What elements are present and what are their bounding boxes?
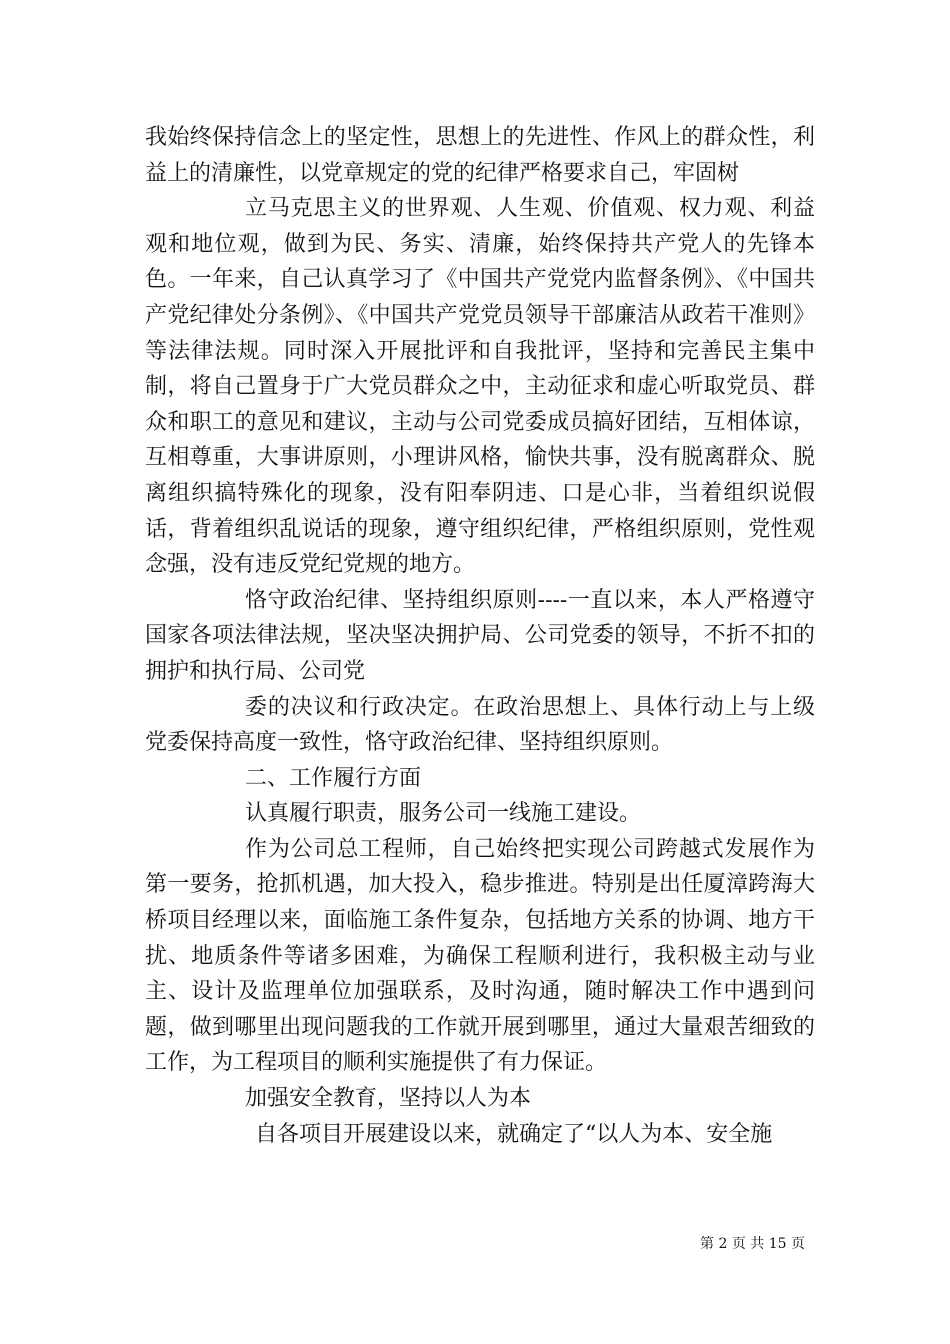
paragraph-1: 我始终保持信念上的坚定性，思想上的先进性、作风上的群众性，利益上的清廉性，以党章规定的党的纪律严格要求自己，牢固树 [145, 125, 815, 186]
paragraph-2: 立马克思主义的世界观、人生观、价值观、权力观、利益观和地位观，做到为民、务实、清廉，始终保持共产党人的先锋本色。一年来，自己认真学习了《中国共产党党内监督条例》、《中国共产党纪律处分条例》、《中国共产党党员领导干部廉洁从政若干准则》等法律法规。同时深入开展批评和自我批评，坚持和完善民主集中制，将自己置身于广大党员群众之中，主动征求和虚心听取党员、群众和职工的意见和建议，主动与公司党委成员搞好团结，互相体谅，互相尊重，大事讲原则，小理讲风格，愉快共事，没有脱离群众、脱离组织搞特殊化的现象，没有阳奉阴违、口是心非，当着组织说假话，背着组织乱说话的现象，遵守组织纪律，严格组织原则，党性观念强，没有违反党纪党规的地方。 [145, 196, 815, 578]
section-heading-work: 二、工作履行方面 [245, 765, 422, 791]
paragraph-4: 委的决议和行政决定。在政治思想上、具体行动上与上级党委保持高度一致性，恪守政治纪律、坚持组织原则。 [145, 694, 815, 756]
page-number: 第 2 页 共 15 页 [700, 1236, 805, 1252]
paragraph-duties: 认真履行职责，服务公司一线施工建设。 [245, 801, 642, 827]
body-text [145, 120, 815, 1152]
paragraph-engineer: 作为公司总工程师，自己始终把实现公司跨越式发展作为第一要务，抢抓机遇，加大投入，稳步推进。特别是出任厦漳跨海大桥项目经理以来，面临施工条件复杂，包括地方关系的协调、地方干扰、地质条件等诸多困难，为确保工程顺利进行，我积极主动与业主、设计及监理单位加强联系，及时沟通，随时解决工作中遇到问题，做到哪里出现问题我的工作就开展到哪里，通过大量艰苦细致的工作，为工程项目的顺利实施提供了有力保证。 [145, 836, 815, 1076]
paragraph-3: 恪守政治纪律、坚持组织原则----一直以来，本人严格遵守国家各项法律法规，坚决坚决拥护局、公司党委的领导，不折不扣的拥护和执行局、公司党 [145, 587, 815, 684]
paragraph-safety-heading: 加强安全教育，坚持以人为本 [245, 1086, 532, 1112]
paragraph-safety: 自各项目开展建设以来，就确定了“以人为本、安全施 [255, 1121, 773, 1147]
